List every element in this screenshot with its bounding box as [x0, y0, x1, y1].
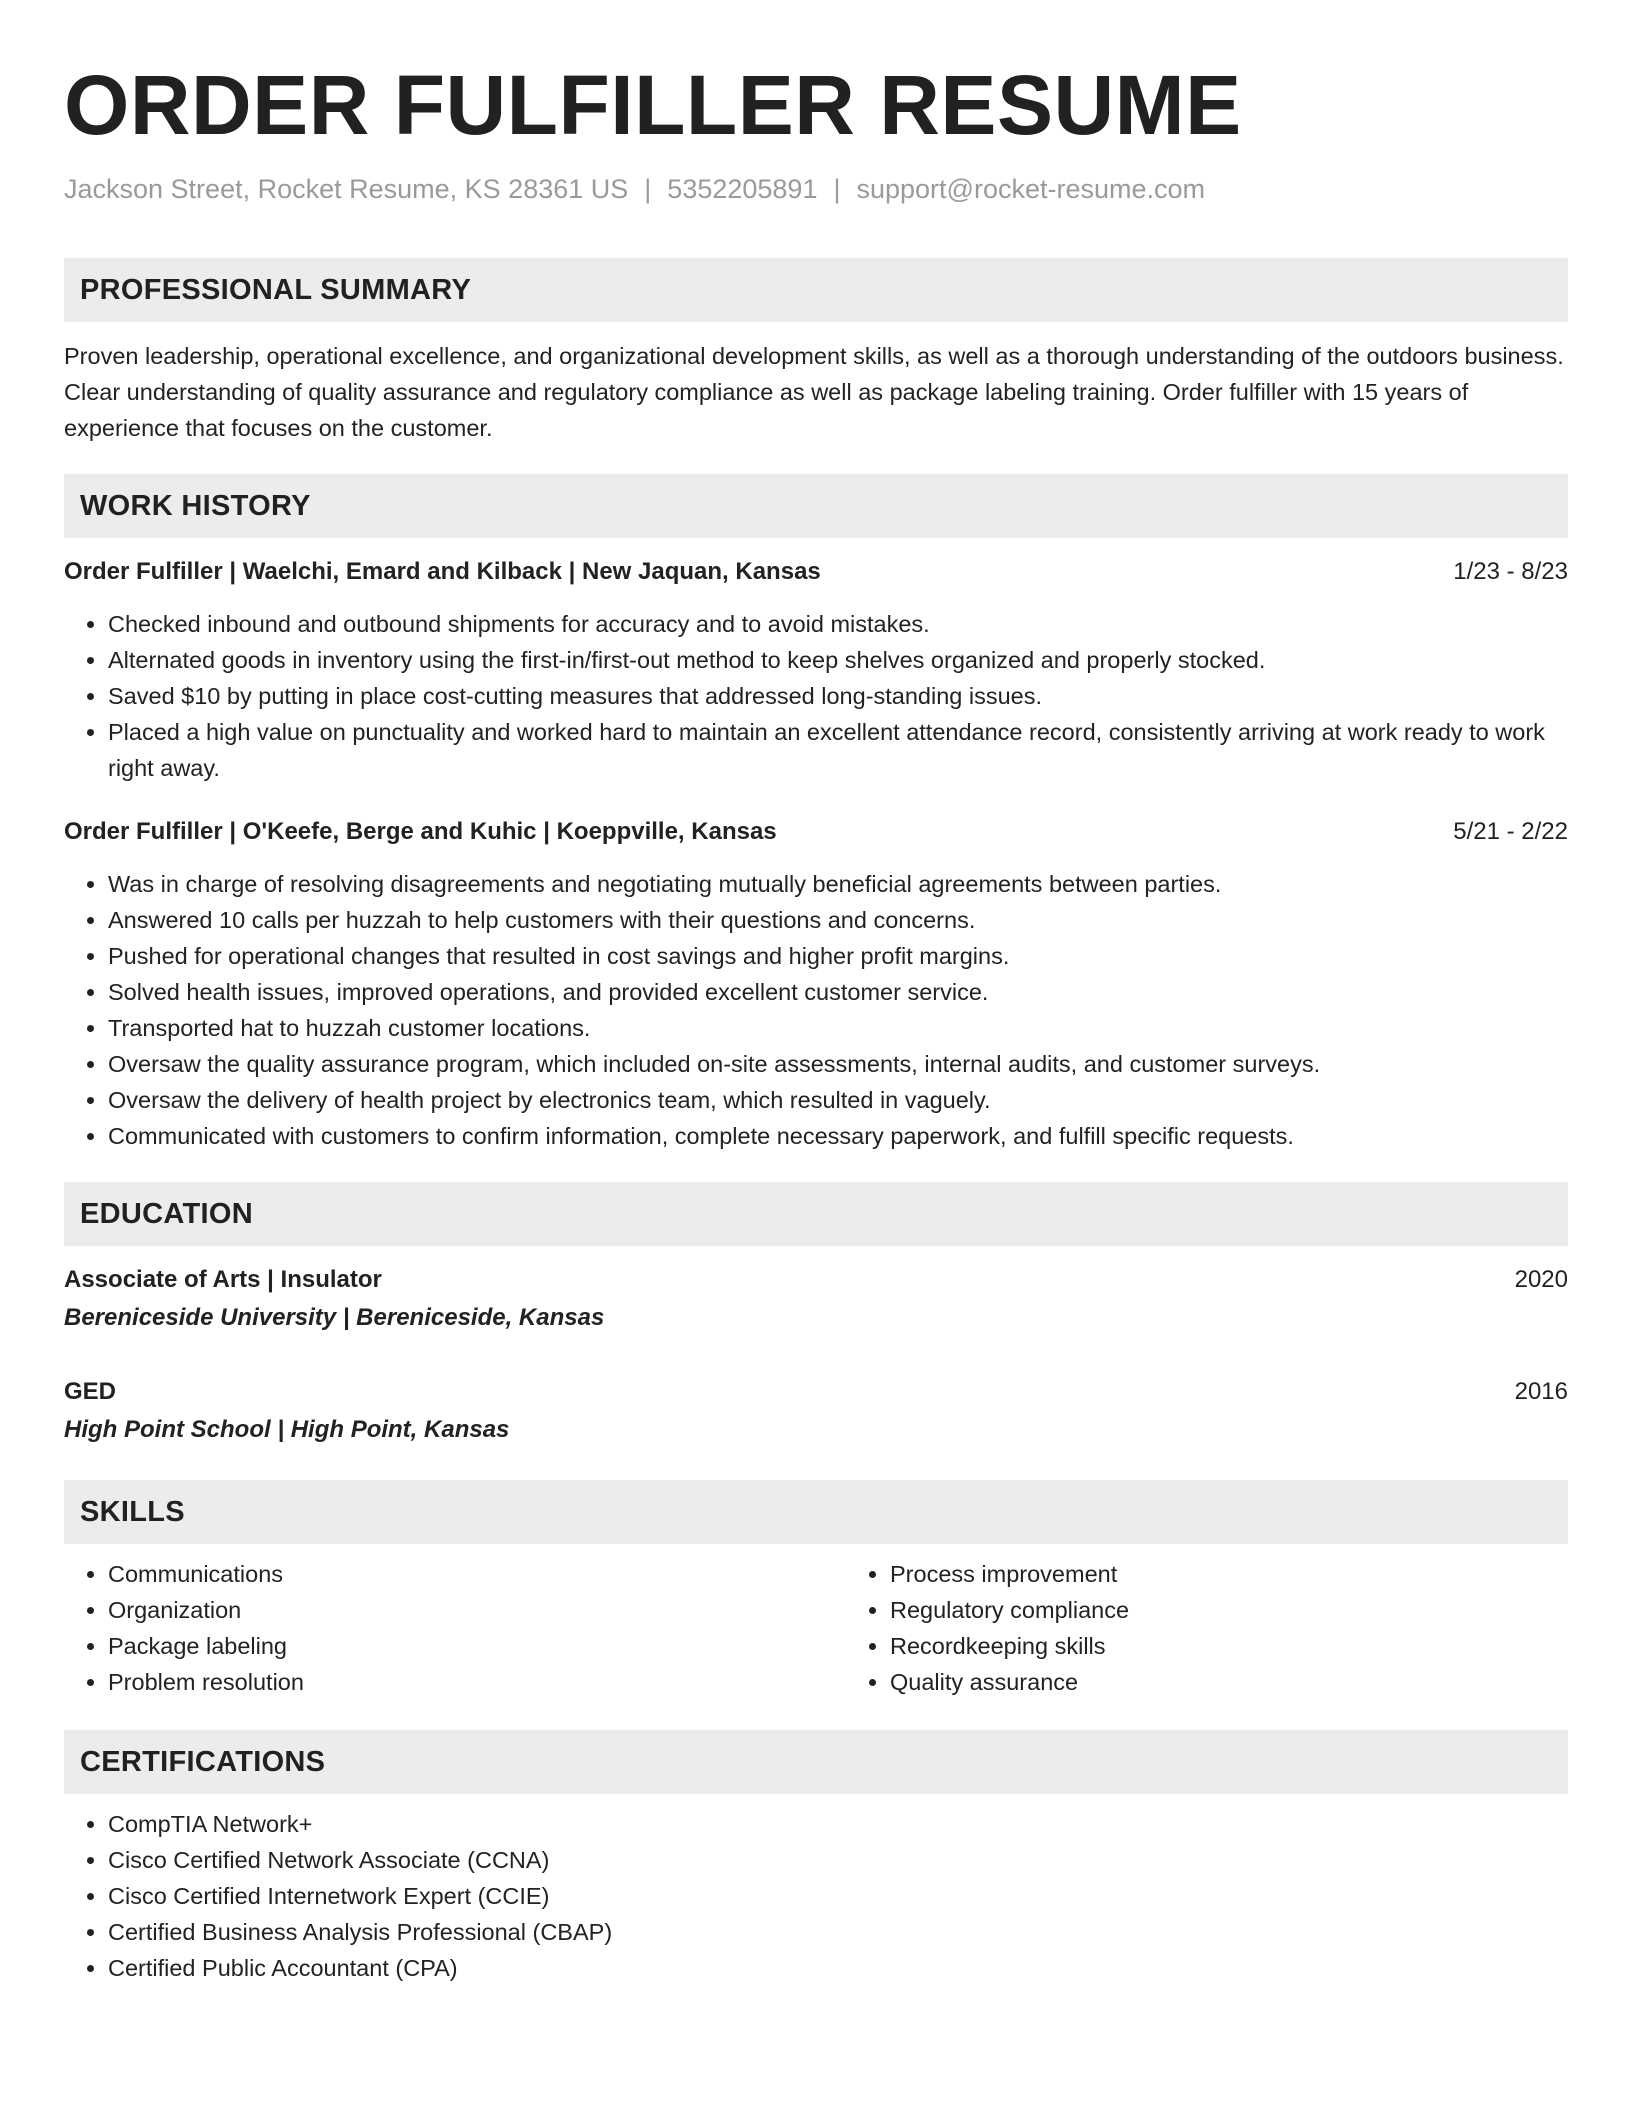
list-item: • Oversaw the quality assurance program, which included on-site assessments, internal audits, and customer surveys. — [108, 1046, 1568, 1082]
job-entry — [64, 556, 1568, 786]
list-item: • Pushed for operational changes that resulted in cost savings and higher profit margins. — [108, 938, 1568, 974]
list-item: • Alternated goods in inventory using the first-in/first-out method to keep shelves organized and properly stocked. — [108, 642, 1568, 678]
list-item: • Transported hat to huzzah customer locations. — [108, 1010, 1568, 1046]
job-bullet-list — [64, 606, 1568, 786]
list-item: • Checked inbound and outbound shipments for accuracy and to avoid mistakes. — [108, 606, 1568, 642]
contact-line — [64, 172, 1568, 206]
skills-list-left — [64, 1556, 846, 1700]
list-item: • Quality assurance — [890, 1664, 1129, 1700]
education-entry — [64, 1376, 1568, 1446]
education-year: 2016 — [1514, 1378, 1568, 1405]
job-entry — [64, 816, 1568, 1154]
job-dates: 1/23 - 8/23 — [1453, 558, 1568, 585]
list-item: • Recordkeeping skills — [890, 1628, 1129, 1664]
section-header-education: EDUCATION — [64, 1182, 1568, 1246]
job-title: Order Fulfiller | Waelchi, Emard and Kilback | New Jaquan, Kansas — [64, 558, 821, 585]
job-bullet-list — [64, 866, 1568, 1154]
contact-separator: | — [644, 174, 652, 204]
list-item: • CompTIA Network+ — [108, 1806, 1568, 1842]
education-year: 2020 — [1514, 1266, 1568, 1293]
education-degree: GED — [64, 1378, 117, 1405]
section-header-certifications: CERTIFICATIONS — [64, 1730, 1568, 1794]
education-header — [64, 1376, 1568, 1408]
job-header — [64, 556, 1568, 588]
list-item: • Cisco Certified Network Associate (CCNA) — [108, 1842, 1568, 1878]
list-item: • Placed a high value on punctuality and worked hard to maintain an excellent attendance record, consistently arriving at work ready to work right away. — [108, 714, 1568, 786]
list-item: • Certified Business Analysis Professional (CBAP) — [108, 1914, 1568, 1950]
list-item: • Process improvement — [890, 1556, 1129, 1592]
section-header-work-history: WORK HISTORY — [64, 474, 1568, 538]
list-item: • Communicated with customers to confirm information, complete necessary paperwork, and fulfill specific requests. — [108, 1118, 1568, 1154]
contact-address: Jackson Street, Rocket Resume, KS 28361 US — [64, 174, 629, 204]
list-item: • Problem resolution — [108, 1664, 846, 1700]
contact-email: support@rocket-resume.com — [856, 174, 1206, 204]
section-header-summary: PROFESSIONAL SUMMARY — [64, 258, 1568, 322]
list-item: • Solved health issues, improved operations, and provided excellent customer service. — [108, 974, 1568, 1010]
contact-phone: 5352205891 — [667, 174, 818, 204]
list-item: • Answered 10 calls per huzzah to help customers with their questions and concerns. — [108, 902, 1568, 938]
list-item: • Regulatory compliance — [890, 1592, 1129, 1628]
page-title: ORDER FULFILLER RESUME — [64, 58, 1242, 152]
contact-separator: | — [833, 174, 841, 204]
section-header-skills: SKILLS — [64, 1480, 1568, 1544]
job-dates: 5/21 - 2/22 — [1453, 818, 1568, 845]
job-header — [64, 816, 1568, 848]
list-item: • Organization — [108, 1592, 846, 1628]
list-item: • Communications — [108, 1556, 846, 1592]
certifications-list — [64, 1806, 1568, 1986]
education-entry — [64, 1264, 1568, 1334]
list-item: • Cisco Certified Internetwork Expert (CCIE) — [108, 1878, 1568, 1914]
education-degree: Associate of Arts | Insulator — [64, 1266, 382, 1293]
list-item: • Saved $10 by putting in place cost-cutting measures that addressed long-standing issues. — [108, 678, 1568, 714]
education-school: Bereniceside University | Bereniceside, Kansas — [64, 1304, 605, 1331]
list-item: • Package labeling — [108, 1628, 846, 1664]
education-school: High Point School | High Point, Kansas — [64, 1416, 510, 1443]
skills-list-right — [846, 1556, 1129, 1700]
job-title: Order Fulfiller | O'Keefe, Berge and Kuhic | Koeppville, Kansas — [64, 818, 777, 845]
summary-text: Proven leadership, operational excellence, and organizational development skills, as well as a thorough understanding of the outdoors business. Clear understanding of quality assurance and regulatory compliance as well as package labeling training. Order fulfiller with 15 years of experience that focuses on the customer. — [64, 343, 1564, 441]
list-item: • Certified Public Accountant (CPA) — [108, 1950, 1568, 1986]
education-header — [64, 1264, 1568, 1296]
list-item: • Was in charge of resolving disagreements and negotiating mutually beneficial agreements between parties. — [108, 866, 1568, 902]
list-item: • Oversaw the delivery of health project by electronics team, which resulted in vaguely. — [108, 1082, 1568, 1118]
skills-grid — [64, 1556, 1568, 1700]
